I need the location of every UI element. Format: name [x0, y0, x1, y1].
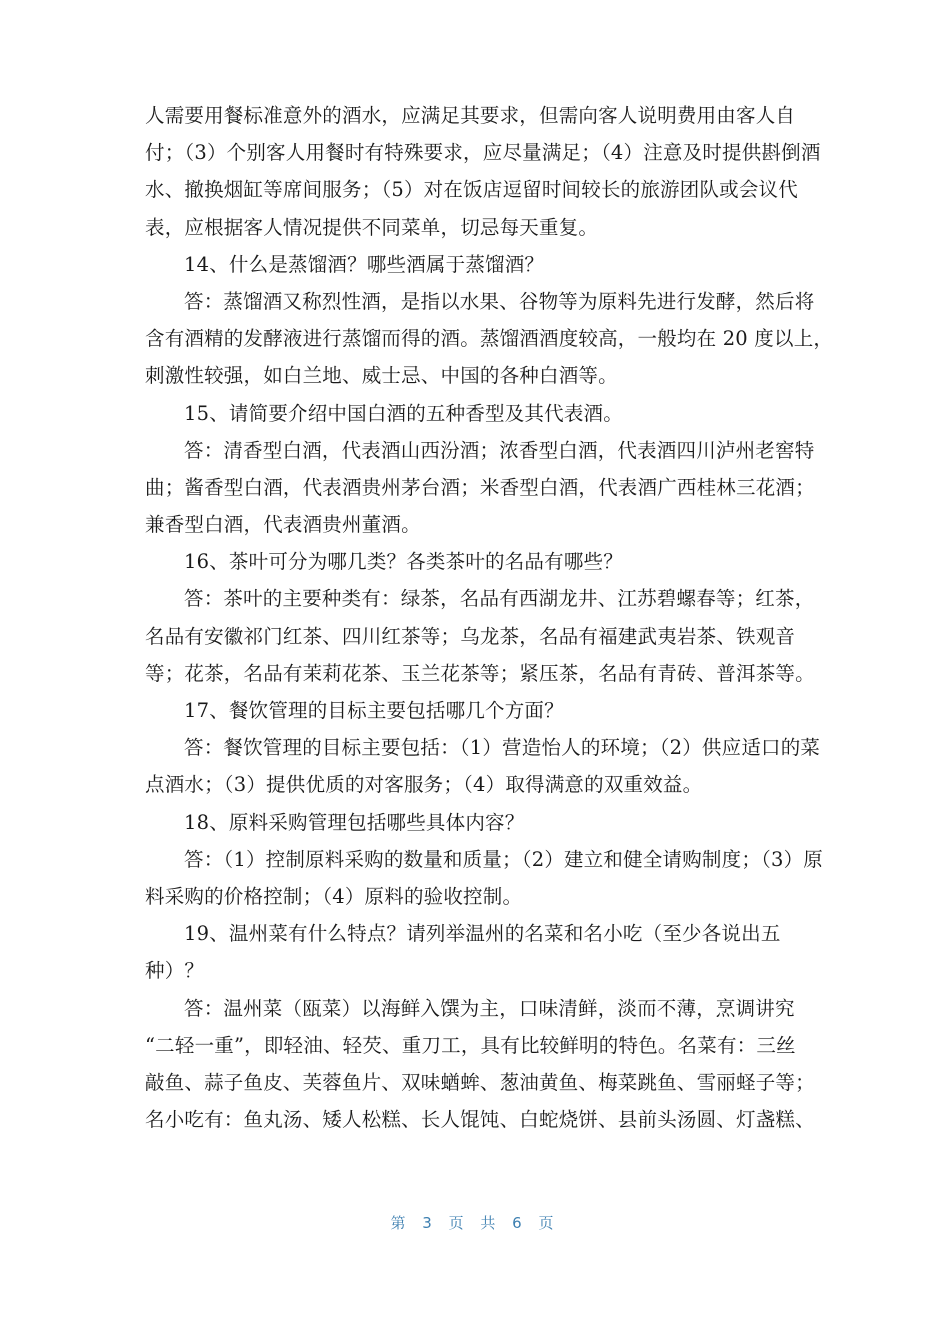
text-line: 付；（3）个别客人用餐时有特殊要求，应尽量满足；（4）注意及时提供斟倒酒 [145, 141, 821, 165]
text-line: 14、什么是蒸馏酒？哪些酒属于蒸馏酒？ [184, 252, 545, 276]
text-line: 含有酒精的发酵液进行蒸馏而得的酒。蒸馏酒酒度较高，一般均在 20 度以上， [145, 327, 834, 351]
text-line: 水、撤换烟缸等席间服务；（5）对在饭店逗留时间较长的旅游团队或会议代 [145, 178, 798, 202]
text-line: 18、原料采购管理包括哪些具体内容？ [184, 810, 525, 834]
page-number-footer: 第 3 页 共 6 页 [390, 1214, 560, 1232]
text-line: 敲鱼、蒜子鱼皮、芙蓉鱼片、双味蝤蛑、葱油黄鱼、梅菜跳鱼、雪丽蛏子等； [145, 1070, 815, 1094]
text-line: 答：蒸馏酒又称烈性酒，是指以水果、谷物等为原料先进行发酵，然后将 [184, 289, 815, 313]
text-line: 曲；酱香型白酒，代表酒贵州茅台酒；米香型白酒，代表酒广西桂林三花酒； [145, 475, 815, 499]
document-body [145, 97, 834, 1138]
text-line: 表，应根据客人情况提供不同菜单，切忌每天重复。 [145, 215, 599, 239]
text-line: 料采购的价格控制；（4）原料的验收控制。 [145, 884, 523, 908]
text-line: 点酒水；（3）提供优质的对客服务；（4）取得满意的双重效益。 [145, 773, 703, 797]
text-line: 15、请简要介绍中国白酒的五种香型及其代表酒。 [184, 401, 623, 425]
text-line: 答：温州菜（瓯菜）以海鲜入馔为主，口味清鲜，淡而不薄，烹调讲究 [184, 996, 795, 1020]
text-line: “二轻一重”，即轻油、轻芡、重刀工，具有比较鲜明的特色。名菜有：三丝 [145, 1033, 796, 1057]
text-line: 人需要用餐标准意外的酒水，应满足其要求，但需向客人说明费用由客人自 [145, 104, 796, 127]
text-line: 答：（1）控制原料采购的数量和质量；（2）建立和健全请购制度；（3）原 [184, 847, 823, 871]
text-line: 答：清香型白酒，代表酒山西汾酒；浓香型白酒，代表酒四川泸州老窖特 [184, 438, 815, 462]
text-line: 答：茶叶的主要种类有：绿茶，名品有西湖龙井、江苏碧螺春等；红茶， [184, 587, 815, 611]
text-line: 答：餐饮管理的目标主要包括：（1）营造怡人的环境；（2）供应适口的菜 [184, 736, 821, 760]
text-line: 名小吃有：鱼丸汤、矮人松糕、长人馄饨、白蛇烧饼、县前头汤圆、灯盏糕、 [145, 1108, 815, 1132]
text-line: 兼香型白酒，代表酒贵州董酒。 [145, 513, 421, 537]
text-line: 17、餐饮管理的目标主要包括哪几个方面？ [184, 699, 564, 722]
text-line: 刺激性较强，如白兰地、威士忌、中国的各种白酒等。 [145, 364, 618, 388]
text-line: 名品有安徽祁门红茶、四川红茶等；乌龙茶，名品有福建武夷岩茶、铁观音 [145, 624, 796, 648]
text-line: 种）？ [145, 959, 205, 983]
text-line: 等；花茶，名品有茉莉花茶、玉兰花茶等；紧压茶，名品有青砖、普洱茶等。 [145, 661, 815, 685]
text-line: 16、茶叶可分为哪几类？各类茶叶的名品有哪些？ [184, 550, 623, 574]
text-line: 19、温州菜有什么特点？请列举温州的名菜和名小吃（至少各说出五 [184, 922, 781, 946]
